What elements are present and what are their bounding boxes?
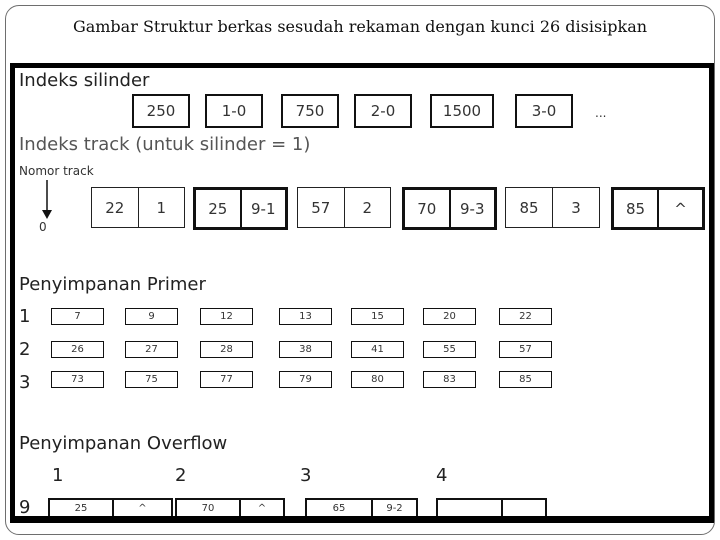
overflow-record	[48, 498, 173, 518]
track-index-key: 25	[196, 190, 242, 227]
overflow-column-label: 3	[300, 465, 312, 486]
cylinder-index-entry: 1500	[430, 94, 494, 128]
cylinder-index-ellipsis: ...	[595, 106, 607, 120]
overflow-record	[305, 498, 418, 518]
primary-record: 20	[423, 308, 476, 325]
overflow-record-pointer: ^	[138, 502, 147, 514]
primary-record: 79	[279, 371, 332, 388]
track-index-pointer: 1	[156, 198, 167, 217]
track-index-pair	[297, 187, 391, 228]
primary-record: 77	[200, 371, 253, 388]
overflow-record-key: 25	[50, 500, 114, 516]
track-index-pair	[505, 187, 600, 228]
primary-record: 26	[51, 341, 104, 358]
overflow-record-pointer: 9-2	[386, 502, 403, 514]
track-index-pair	[193, 187, 288, 230]
primary-row-label: 1	[19, 306, 31, 327]
overflow-record-empty	[436, 498, 547, 518]
overflow-record-pointer: ^	[257, 502, 267, 514]
track-index-pair	[402, 187, 497, 230]
overflow-column-label: 2	[175, 465, 187, 486]
cylinder-index-entry: 2-0	[354, 94, 412, 128]
primary-record: 85	[499, 371, 552, 388]
primary-storage-heading: Penyimpanan Primer	[19, 274, 206, 295]
track-index-pointer: ^	[674, 199, 687, 218]
track-index-pair	[91, 187, 185, 228]
primary-row-label: 2	[19, 339, 31, 360]
overflow-column-label: 1	[52, 465, 64, 486]
overflow-record	[175, 498, 285, 518]
primary-record: 22	[499, 308, 552, 325]
primary-record: 57	[499, 341, 552, 358]
primary-record: 83	[423, 371, 476, 388]
primary-record: 7	[51, 308, 104, 325]
primary-record: 41	[351, 341, 404, 358]
primary-record: 13	[279, 308, 332, 325]
overflow-column-label: 4	[436, 465, 448, 486]
cylinder-index-entry: 1-0	[205, 94, 263, 128]
track-index-key: 22	[92, 188, 139, 227]
cylinder-index-entry: 750	[281, 94, 339, 128]
track-index-pointer: 9-1	[251, 199, 276, 218]
track-number-label: Nomor track	[19, 164, 94, 178]
overflow-record-pointer	[503, 500, 545, 516]
cylinder-index-entry: 250	[132, 94, 190, 128]
overflow-record-key: 70	[177, 500, 241, 516]
track-index-key: 85	[506, 188, 553, 227]
primary-record: 15	[351, 308, 404, 325]
overflow-record-key: 65	[307, 500, 373, 516]
primary-record: 80	[351, 371, 404, 388]
track-index-heading: Indeks track (untuk silinder = 1)	[19, 134, 311, 155]
cylinder-index-heading: Indeks silinder	[19, 70, 150, 91]
primary-record: 28	[200, 341, 253, 358]
primary-record: 9	[125, 308, 178, 325]
track-index-key: 85	[614, 190, 659, 227]
track-index-key: 70	[405, 190, 451, 227]
figure-caption: Gambar Struktur berkas sesudah rekaman dengan kunci 26 disisipkan	[72, 17, 648, 36]
track-index-pointer: 9-3	[460, 199, 485, 218]
track-index-key: 57	[298, 188, 345, 227]
primary-record: 55	[423, 341, 476, 358]
primary-row-label: 3	[19, 372, 31, 393]
cylinder-index-entry: 3-0	[515, 94, 573, 128]
primary-record: 12	[200, 308, 253, 325]
primary-record: 73	[51, 371, 104, 388]
overflow-storage-heading: Penyimpanan Overflow	[19, 433, 228, 454]
overflow-record-key	[438, 500, 503, 516]
track-arrow-icon	[41, 180, 53, 220]
track-index-pointer: 3	[571, 198, 581, 217]
primary-record: 75	[125, 371, 178, 388]
primary-record: 38	[279, 341, 332, 358]
track-index-pointer: 2	[362, 198, 373, 217]
track-index-pair	[611, 187, 705, 230]
track-zero-label: 0	[39, 220, 47, 234]
primary-record: 27	[125, 341, 178, 358]
file-structure-diagram	[10, 63, 714, 523]
overflow-row-label: 9	[19, 497, 31, 518]
